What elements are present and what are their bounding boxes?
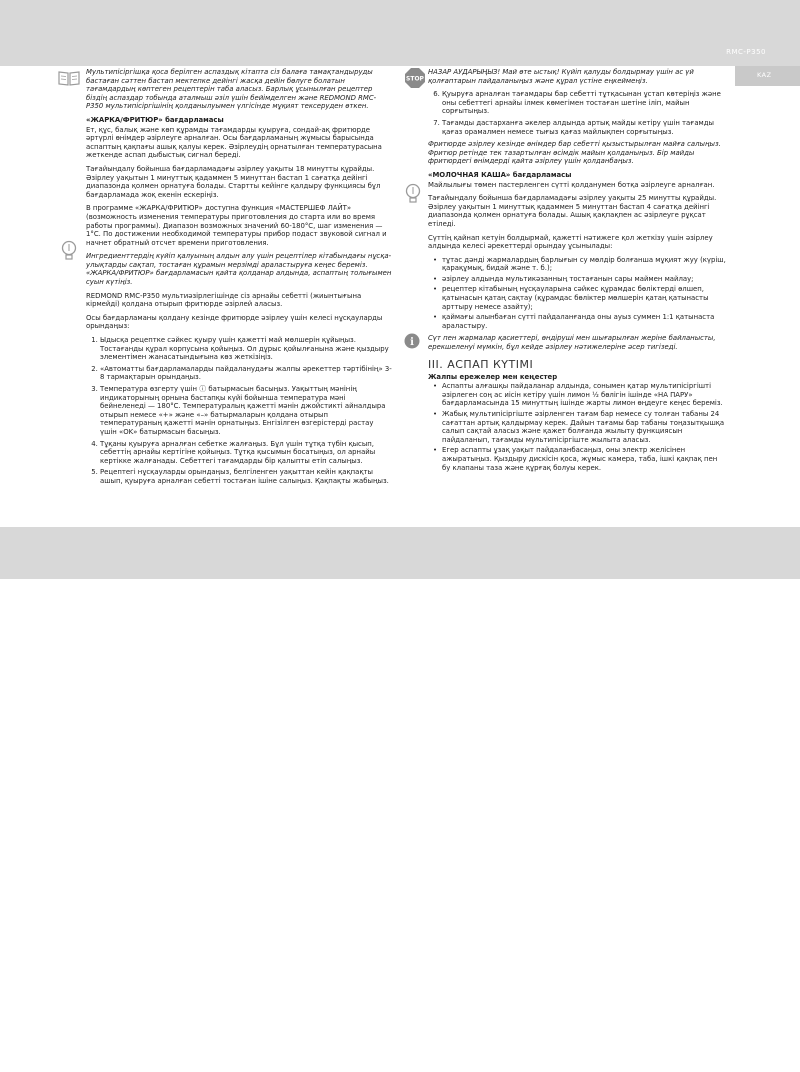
list-item: • Жабық мультипісіргіште әзірленген тағам бар немесе су толған табаны 24 сағаттан артық қалдырмау керек. Дайын тағамы бар табаны тоңазытқышқа салып сақтай аласыз және қажет болғанда жылыту функциясын пайдаланып, тағамды мультипісіргіште жылыта аласыз. [442,410,726,444]
list-item: 6. Қуыруға арналған тағамдары бар себетті тұтқасынан ұстап көтеріңіз және оны себеттегі арнайы ілмек көмегімен тостаған шетіне іліп, майын сорғытыңыз. [442,90,726,116]
list-item: 1. Ыдысқа рецептке сәйкес қуыру үшін қажетті май мөлшерін құйыңыз. Тостағанды құрал корпусына қойыңыз. Ол дұрыс қойылғанына және қыздыру элементімен жанасатындығына көз жеткізіңіз. [100,336,392,362]
fry-heading: «ЖАРКА/ФРИТЮР» бағдарламасы [86,115,224,124]
stop-icon [404,67,426,89]
info-icon [404,333,420,349]
fry-paragraph-1: Ет, құс, балық және көп құрамды тағамдарды қуыруға, сондай-ақ фритюрде әртүрлі өнімдер әзірлеуге арналған. Осы бағдарламаның жұмысы барысында аспаптың қақпағы ашық қалуы керек. Әзірлеудің орнатылған температурасына жеткенде аспап дыбыстық сигнал береді. [86,125,382,160]
care-bullets [428,382,726,472]
left-column [86,68,392,490]
fry-steps-list [86,336,392,486]
fry-paragraph-2: Тағайындалу бойынша бағдарламадағы әзірлеу уақыты 18 минутты құрайды. Әзірлеу уақытын 1 минуттық қадаммен 5 минуттан бастап 1 сағатқа дейінгі диапазонда қолмен орнатуға болады. Стартты кейінге қалдыру функциясы бұл бағдарламада жоқ екенін ескеріңіз. [86,164,381,199]
warning-note: НАЗАР АУДАРЫҢЫЗ! Май өте ыстық! Күйіп қалуды болдырмау үшін ас үй қолғаптарын пайдаланыңыз және құрал үстіне еңкеймеңіз. [428,68,694,85]
care-heading: Жалпы ережелер мен кеңестер [428,372,558,381]
list-item: 3. Температура өзгерту үшін ⓘ батырмасын басыңыз. Уақыттың мәнінің индикаторының орнына бастапқы күйі бойынша температура мәні бейнеленеді — 180°С. Температуралың қажетті мәнін джойстикті айналдыра отырып немесе «+» және «–» батырмаларын қолдана отырып температураның қажетті мәнін орнатыңыз. Енгізілген өзгерістерді растау үшін «OK» батырмасын басыңыз. [100,385,392,437]
list-item: • әзірлеу алдында мультикәзанның тостағанын сары маймен майлау; [442,275,726,284]
fry-note: Ингредиенттердің күйіп қалуының алдын алу үшін рецептілер кітабындағы нұсқаулықтарды сақтап, тостаған құрамын мерзімді араластыруға кеңес береміз. «ЖАРКА/ФРИТЮР» бағдарламасын қайта қолданар алдында, аспаптың толығымен суын күтіңіз. [86,252,392,287]
fry-steps-list-continued [428,90,726,136]
milk-paragraph-3: Сүттің қайнап кетуін болдырмай, қажетті нәтижеге қол жеткізу үшін әзірлеу алдында келесі әрекеттерді орындау ұсынылады: [428,233,713,251]
list-item: 2. «Автоматты бағдарламаларды пайдаланудағы жалпы әрекеттер тәртібінің» 3-8 тармақтарын орындаңыз. [100,365,392,382]
milk-note: Сүт пен жармалар қасиеттері, өндіруші мен шығарылған жеріне байланысты, ерекшеленуі мүмкін, бұл кейде әзірлеу нәтижелеріне әсер тигізеді. [428,334,716,352]
milk-paragraph-1: Майлылығы төмен пастерленген сүтті қолданумен ботқа әзірлеуге арналған. [428,180,715,189]
fry-paragraph-5: Осы бағдарламаны қолдану кезінде фритюрде әзірлеу үшін келесі нұсқауларды орындаңыз: [86,313,383,331]
language-tab [735,66,800,86]
list-item: • Аспапты алғашқы пайдаланар алдында, сонымен қатар мультипісіргішті әзірлеген соң ас иісін кетіру үшін лимон ½ бөлігін ішінде «НА ПАРУ» бағдарламасында 15 минуттың ішінде жарты лимон өңдеуге кеңес береміз. [442,382,726,408]
list-item: • рецептер кітабының нұсқауларына сәйкес құрамдас бөліктерді өлшеп, қатынасын қатаң сақтау (құрамдас бөліктер мөлшерін қатаң қатынасты арттыру немесе азайту); [442,285,726,311]
right-column [428,68,726,476]
milk-paragraph-2: Тағайындалу бойынша бағдарламадағы әзірлеу уақыты 25 минутты құрайды. Әзірлеу уақытын 1 минуттық қадаммен 5 минуттан бастап 4 сағатқа дейінгі диапазонда қолмен орнатуға болады. Ашық қақпақпен ас әзірлеуге рұқсат етіледі. [428,194,717,228]
section-title: III. АСПАП КҮТІМІ [428,357,534,371]
fry-paragraph-4: REDMOND RMC-P350 мультиәзірлегішінде сіз арнайы себетті (жиынтығына кірмейді) қолдана отырып фритюрде әзірлей аласыз. [86,291,362,309]
list-item: • қаймағы алынбаған сүтті пайдаланғанда оны ауыз суммен 1:1 қатынаста араластыру. [442,313,726,330]
language-tab-label: KAZ [757,71,772,79]
svg-text:STOP: STOP [406,75,424,83]
page-number: 37 [738,1061,751,1072]
list-item: • Егер аспапты ұзақ уақыт пайдаланбасаңыз, оны электр желісінен ажыратыңыз. Қыздыру дискісін қоса, жұмыс камера, таба, ішкі қақпақ пен бу клапаны таза және құрғақ болуы керек. [442,446,726,472]
list-item: 5. Рецептегі нұсқауларды орындаңыз, белгіленген уақыттан кейін қақпақты ашып, қуыруға арналған себетті тостаған ішіне салыңыз. Қақпақты жабыңыз. [100,468,392,485]
list-item: • тұтас дәнді жармалардың барлығын су мөлдір болғанша мұқият жуу (күріш, қарақұмық, бидай және т. б.); [442,256,726,273]
footer-band [0,527,800,1072]
fry-paragraph-3: В программе «ЖАРКА/ФРИТЮР» доступна функция «МАСТЕРШЕФ ЛАЙТ» (возможность изменения температуры приготовления до старта или во время работы программы). Диапазон возможных значений 60-180°С, шаг изменения — 1°С. По достижении необходимой температуры прибор подаст звуковой сигнал и начнет обратный отсчет времени приготовления. [86,204,387,247]
fry-oil-note: Фритюрде әзірлеу кезінде өнімдер бар себетті қызыстырылған майға салыңыз. Фритюр ретінде тек тазартылған өсімдік майын қолданыңыз. Бір майды фритюрдегі өнімдерді қайта әзірлеу үшін қолданбаңыз. [428,140,721,166]
lightbulb-icon [404,183,422,205]
milk-bullets [428,256,726,331]
list-item: 7. Тағамды дастарханға әкелер алдында артық майды кетіру үшін тағамды қағаз орамалмен немесе тығыз қағаз майлықпен сорғытыңыз. [442,119,726,136]
milk-heading: «МОЛОЧНАЯ КАША» бағдарламасы [428,170,572,179]
intro-note: Мультипісіргішқа қоса берілген аспаздық кітапта сіз балаға тамақтандыруды бастаған сәттен бастап мектепке дейінгі жасқа дейін бөлуге болатын тағамдардың көптеген рецептерін таба аласыз. Барлық ұсынылған рецептер біздің аспаздар тобында аталмыш әзіл үшін бейімделген және REDMOND RMC-P350 мультипісіргішінің қолданылуымен үлгісінде мұқият тексеруден өткен. [86,68,377,111]
model-code: RMC-P350 [726,48,766,56]
header-band [0,0,800,66]
svg-text:i: i [410,337,414,348]
book-icon [58,70,80,86]
list-item: 4. Тұқаны қуыруға арналған себетке жалғаңыз. Бұл үшін тұтқа түбін қысып, себеттің арнайы кертігіне қойыңыз. Тұтқа қысымын босатыңыз, ол арнайы кертікке жалғанады. Себеттегі тағамдарды бір қалыпты етіп салыңыз. [100,440,392,466]
lightbulb-icon [60,240,78,262]
